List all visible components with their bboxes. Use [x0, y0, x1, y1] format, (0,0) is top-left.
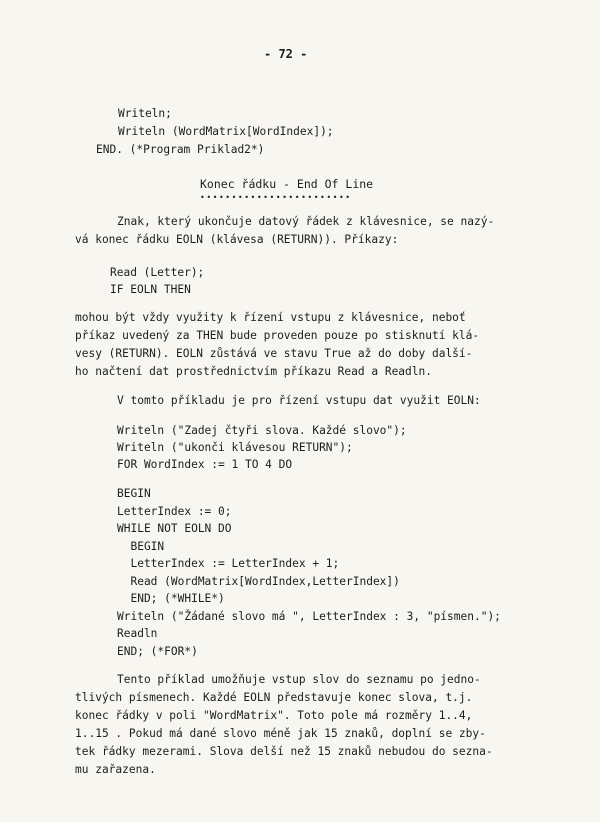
- code-line: LetterIndex := LetterIndex + 1;: [117, 557, 340, 570]
- code-line: FOR WordIndex := 1 TO 4 DO: [117, 458, 293, 471]
- paragraph-line: 1..15 . Pokud má dané slovo méně jak 15 znaků, doplní se zby-: [75, 727, 486, 740]
- paragraph-line: tlivých písmenech. Každé EOLN představuje konec slova, t.j.: [75, 691, 473, 704]
- code-line: Writeln;: [118, 107, 172, 120]
- paragraph-line: vesy (RETURN). EOLN zůstává ve stavu True až do doby další-: [75, 347, 473, 360]
- paragraph-line: konec řádky v poli "WordMatrix". Toto pole má rozměry 1..4,: [75, 709, 473, 722]
- section-heading: Konec řádku - End Of Line: [200, 177, 374, 191]
- heading-underline-dots: ••••••••••••••••••••••••: [200, 193, 352, 202]
- code-line: END; (*WHILE*): [117, 592, 225, 605]
- code-line: LetterIndex := 0;: [117, 505, 232, 518]
- code-line: WHILE NOT EOLN DO: [117, 522, 232, 535]
- code-line: IF EOLN THEN: [110, 283, 191, 296]
- paragraph-line: V tomto příkladu je pro řízení vstupu dat využit EOLN:: [117, 394, 481, 407]
- code-line: Writeln (WordMatrix[WordIndex]);: [118, 125, 334, 138]
- paragraph-line: ho načtení dat prostřednictvím příkazu Read a Readln.: [75, 365, 432, 378]
- code-line: Writeln ("Zadej čtyři slova. Každé slovo");: [117, 424, 407, 437]
- code-line: END; (*FOR*): [117, 645, 198, 658]
- paragraph-line: vá konec řádku EOLN (klávesa (RETURN)). Příkazy:: [75, 233, 399, 246]
- code-line: Read (WordMatrix[WordIndex,LetterIndex]): [117, 575, 400, 588]
- code-line: BEGIN: [117, 540, 165, 553]
- code-line: Readln: [117, 627, 158, 640]
- paragraph-line: mohou být vždy využity k řízení vstupu z klávesnice, neboť: [75, 311, 466, 324]
- paragraph-line: Znak, který ukončuje datový řádek z klávesnice, se nazý-: [117, 215, 495, 228]
- code-line: BEGIN: [117, 487, 151, 500]
- paragraph-line: mu zařazena.: [75, 763, 156, 776]
- code-line: Writeln ("Žádané slovo má ", LetterIndex : 3, "písmen.");: [117, 610, 501, 623]
- code-line: Writeln ("ukonči klávesou RETURN");: [117, 441, 353, 454]
- paragraph-line: Tento příklad umožňuje vstup slov do seznamu po jedno-: [117, 673, 481, 686]
- paragraph-line: příkaz uvedený za THEN bude proveden pouze po stisknutí klá-: [75, 329, 480, 342]
- code-line: END. (*Program Priklad2*): [96, 143, 265, 156]
- paragraph-line: tek řádky mezerami. Slova delší než 15 znaků nebudou do sezna-: [75, 745, 493, 758]
- page-number: - 72 -: [264, 47, 308, 61]
- code-line: Read (Letter);: [110, 266, 205, 279]
